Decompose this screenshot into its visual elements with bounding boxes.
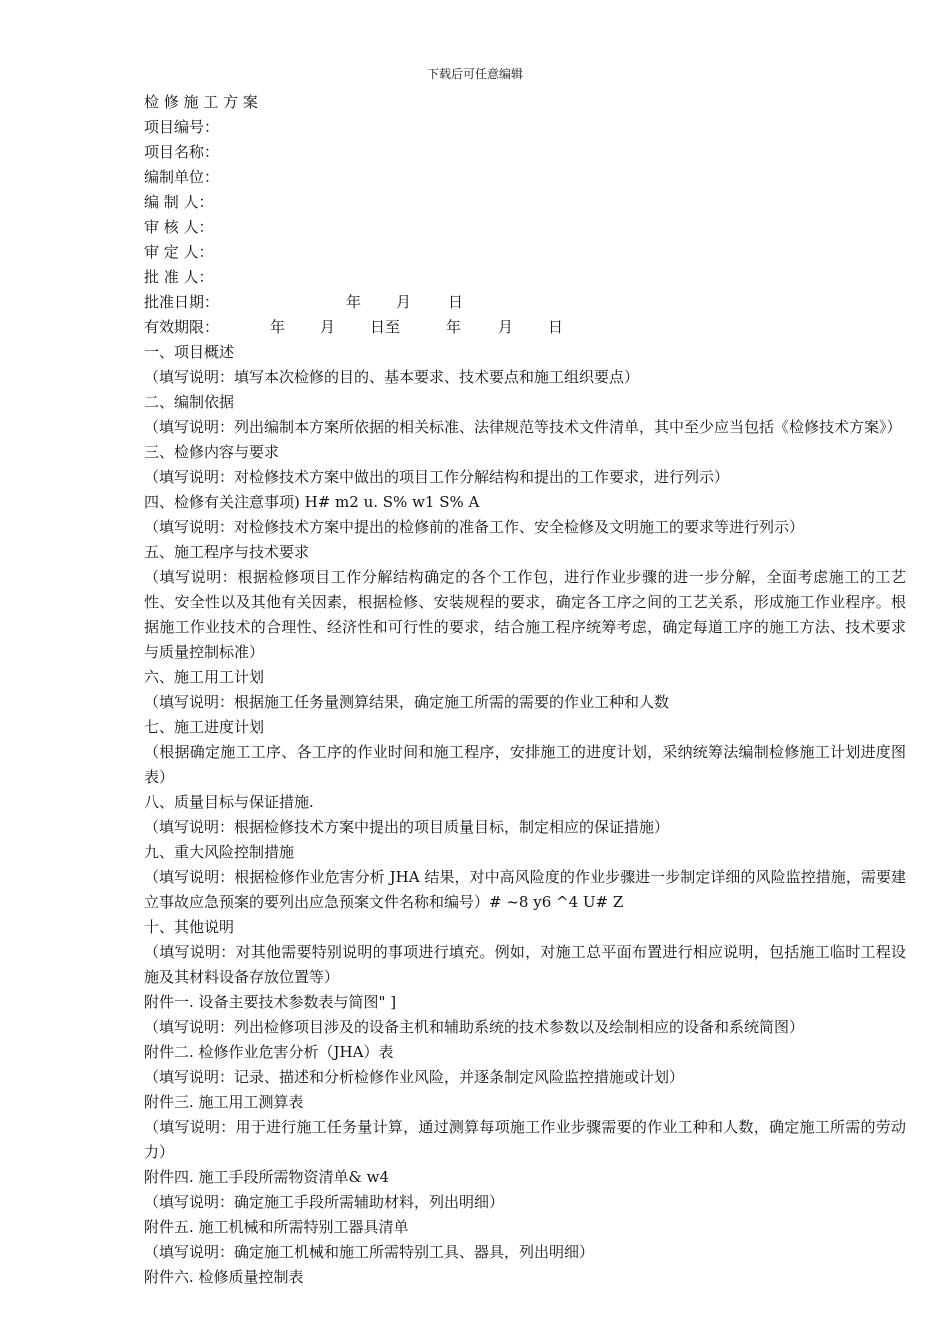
section-3-title: 三、检修内容与要求 xyxy=(144,443,280,461)
approval-date-month: 月 xyxy=(396,293,412,311)
section-10-note: （填写说明：对其他需要特别说明的事项进行填充。例如，对施工总平面布置进行相应说明，包括施工临时工程设施及其材料设备存放位置等） xyxy=(144,943,906,986)
section-5-title: 五、施工程序与技术要求 xyxy=(144,543,310,561)
attachment-4-note: （填写说明：确定施工手段所需辅助材料，列出明细） xyxy=(144,1193,505,1211)
attachment-1-note: （填写说明：列出检修项目涉及的设备主机和辅助系统的技术参数以及绘制相应的设备和系统简图） xyxy=(144,1018,805,1036)
valid-month-1: 月 xyxy=(320,318,336,336)
section-1-title: 一、项目概述 xyxy=(144,343,235,361)
section-9-title: 九、重大风险控制措施 xyxy=(144,843,295,861)
field-finalizer: 审 定 人： xyxy=(144,243,214,261)
attachment-5-title: 附件五. 施工机械和所需特别工器具清单 xyxy=(144,1218,409,1236)
section-2-note: （填写说明：列出编制本方案所依据的相关标准、法律规范等技术文件清单，其中至少应当包括《检修技术方案》） xyxy=(144,418,902,436)
section-8-title: 八、质量目标与保证措施. xyxy=(144,793,314,811)
section-6-title: 六、施工用工计划 xyxy=(144,668,265,686)
field-project-name: 项目名称： xyxy=(144,143,220,161)
valid-day-to: 日至 xyxy=(370,318,401,336)
valid-month-2: 月 xyxy=(498,318,514,336)
attachment-4-title: 附件四. 施工手段所需物资清单& w4 xyxy=(144,1168,390,1186)
section-8-note: （填写说明：根据检修技术方案中提出的项目质量目标，制定相应的保证措施） xyxy=(144,818,670,836)
attachment-2-title: 附件二. 检修作业危害分析（JHA）表 xyxy=(144,1043,394,1061)
section-4-note: （填写说明：对检修技术方案中提出的检修前的准备工作、安全检修及文明施工的要求等进行列示） xyxy=(144,518,805,536)
field-reviewer: 审 核 人： xyxy=(144,218,214,236)
section-7-note: （根据确定施工工序、各工序的作业时间和施工程序，安排施工的进度计划，采纳统筹法编制检修施工计划进度图表） xyxy=(144,743,906,786)
attachment-5-note: （填写说明：确定施工机械和施工所需特别工具、器具，列出明细） xyxy=(144,1243,595,1261)
document-body xyxy=(144,90,906,1290)
valid-day-2: 日 xyxy=(548,318,564,336)
document-title: 检 修 施 工 方 案 xyxy=(144,93,258,111)
field-valid-period xyxy=(144,315,906,340)
approval-date-year: 年 xyxy=(346,293,362,311)
attachment-1-title: 附件一. 设备主要技术参数表与简图" ] xyxy=(144,993,397,1011)
field-org: 编制单位： xyxy=(144,168,220,186)
field-approval-date xyxy=(144,290,906,315)
field-approver: 批 准 人： xyxy=(144,268,214,286)
section-10-title: 十、其他说明 xyxy=(144,918,235,936)
section-6-note: （填写说明：根据施工任务量测算结果，确定施工所需的需要的作业工种和人数 xyxy=(144,693,670,711)
valid-label: 有效期限： xyxy=(144,318,220,336)
attachment-3-title: 附件三. 施工用工测算表 xyxy=(144,1093,304,1111)
header-note: 下载后可任意编辑 xyxy=(426,67,523,81)
section-3-note: （填写说明：对检修技术方案中做出的项目工作分解结构和提出的工作要求，进行列示） xyxy=(144,468,730,486)
approval-date-day: 日 xyxy=(448,293,464,311)
section-9-note: （填写说明：根据检修作业危害分析 JHA 结果，对中高风险度的作业步骤进一步制定详细的风险监控措施，需要建立事故应急预案的要列出应急预案文件名称和编号）# ~8 y6 ^4 U# Z xyxy=(144,868,906,911)
field-project-no: 项目编号： xyxy=(144,118,220,136)
attachment-3-note: （填写说明：用于进行施工任务量计算，通过测算每项施工作业步骤需要的作业工种和人数，确定施工所需的劳动力） xyxy=(144,1118,906,1161)
section-5-note: （填写说明：根据检修项目工作分解结构确定的各个工作包，进行作业步骤的进一步分解，全面考虑施工的工艺性、安全性以及其他有关因素，根据检修、安装规程的要求，确定各工序之间的工艺关系，形成施工作业程序。根据施工作业技术的合理性、经济性和可行性的要求，结合施工程序统筹考虑，确定每道工序的施工方法、技术要求与质量控制标准） xyxy=(144,568,906,661)
field-author: 编 制 人： xyxy=(144,193,214,211)
section-2-title: 二、编制依据 xyxy=(144,393,235,411)
attachment-2-note: （填写说明：记录、描述和分析检修作业风险，并逐条制定风险监控措施或计划） xyxy=(144,1068,685,1086)
valid-year-2: 年 xyxy=(446,318,462,336)
section-4-title: 四、检修有关注意事项) H# m2 u. S% w1 S% A xyxy=(144,493,480,511)
section-7-title: 七、施工进度计划 xyxy=(144,718,265,736)
approval-date-label: 批准日期： xyxy=(144,293,220,311)
section-1-note: （填写说明：填写本次检修的目的、基本要求、技术要点和施工组织要点） xyxy=(144,368,640,386)
attachment-6-title: 附件六. 检修质量控制表 xyxy=(144,1268,304,1286)
valid-year-1: 年 xyxy=(270,318,286,336)
